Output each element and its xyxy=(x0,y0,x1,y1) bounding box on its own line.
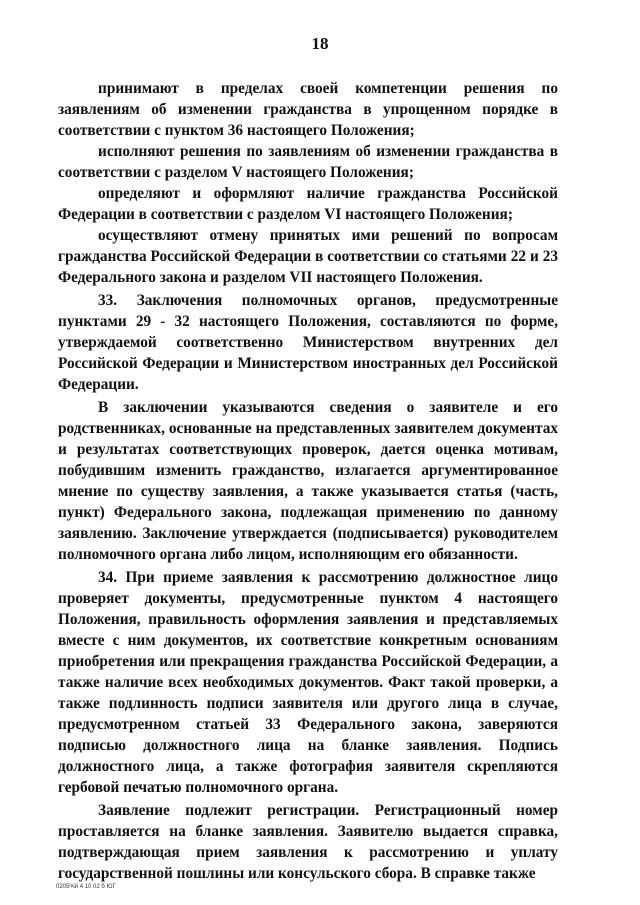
footer-code: 0205%й 4 10 02 б ЮГ xyxy=(56,884,116,890)
page-number: 18 xyxy=(311,34,329,53)
paragraph-powers-simplified-order: принимают в пределах своей компетенции решения по заявлениям об изменении гражданства в упрощенном порядке в соответствии с пунктом 36 настоящего Положения; xyxy=(58,80,558,139)
paragraph-conclusion-content: В заключении указываются сведения о заявителе и его родственниках, основанные на представленных заявителем документах и результатах соответствующих проверок, дается оценка мотивам, побудившим изменить гражданство, излагается аргументированное мнение по существу заявления, а также указывается статья (часть, пункт) Федерального закона, подлежащая применению по данному заявлению. Заключение утверждается (подписывается) руководителем полномочного органа либо лицом, исполняющим его обязанности. xyxy=(58,399,558,563)
paragraph-clause-34: 34. При приеме заявления к рассмотрению должностное лицо проверяет документы, предусмотренные пунктом 4 настоящего Положения, правильность оформления заявления и представляемых вместе с ним документов, их соответствие конкретным основаниям приобретения или прекращения гражданства Российской Федерации, а также наличие всех необходимых документов. Факт такой проверки, а также подлинность подписи заявителя или другого лица в случае, предусмотренном статьей 33 Федерального закона, заверяются подписью должностного лица на бланке заявления. Подпись должностного лица, а также фотография заявителя скрепляются гербовой печатью полномочного органа. xyxy=(58,569,558,796)
paragraph-registration: Заявление подлежит регистрации. Регистрационный номер проставляется на бланке заявления. Заявителю выдается справка, подтверждающая прием заявления к рассмотрению и уплату государственной пошлины или консульского сбора. В справке также xyxy=(58,802,558,882)
paragraph-clause-33: 33. Заключения полномочных органов, предусмотренные пунктами 29 - 32 настоящего Положения, составляются по форме, утверждаемой соответственно Министерством внутренних дел Российской Федерации и Министерством иностранных дел Российской Федерации. xyxy=(58,292,558,393)
paragraph-determine-citizenship: определяют и оформляют наличие гражданства Российской Федерации в соответствии с разделом VI настоящего Положения; xyxy=(58,185,558,223)
document-body xyxy=(58,78,558,884)
paragraph-execute-decisions: исполняют решения по заявлениям об изменении гражданства в соответствии с разделом V настоящего Положения; xyxy=(58,143,558,181)
paragraph-cancel-decisions: осуществляют отмену принятых ими решений по вопросам гражданства Российской Федерации в соответствии со статьями 22 и 23 Федерального закона и разделом VII настоящего Положения. xyxy=(58,227,558,286)
